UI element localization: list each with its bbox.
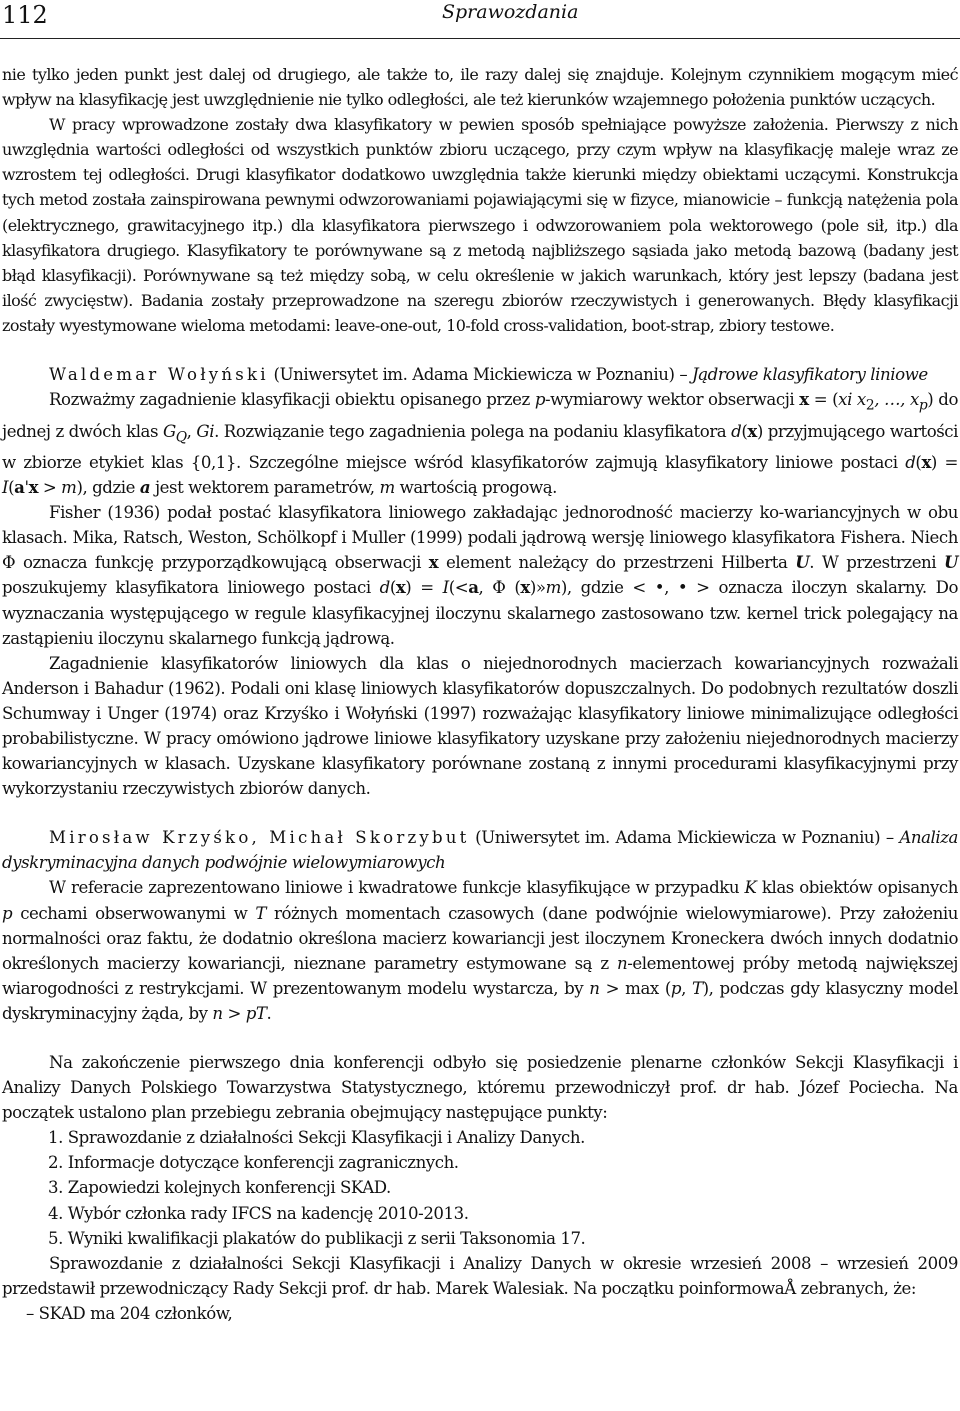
list-item: 2. Informacje dotyczące konferencji zagranicznych. (48, 1153, 459, 1173)
abstract-title: Analiza dyskryminacyjna danych podwójnie wielowymiarowych (2, 828, 958, 873)
author-affiliation: (Uniwersytet im. Adama Mickiewicza w Poznaniu) – (268, 365, 693, 385)
list-item: 3. Zapowiedzi kolejnych konferencji SKAD. (48, 1178, 391, 1198)
list-item: 5. Wyniki kwalifikacji plakatów do publikacji z serii Taksonomia 17. (48, 1228, 586, 1248)
paragraph: Zagadnienie klasyfikatorów liniowych dla klas o niejednorodnych macierzach kowariancyjnych rozważali Anderson i Bahadur (1962). Podali oni klasę liniowych klasyfikatorów dopuszczalnych. Do podobnych rezultatów doszli Schumway i Unger (1974) oraz Krzyśko i Wołyński (1997) rozważając klasyfikatory liniowe minimalizujące odległości probabilistyczne. W pracy omówiono jądrowe liniowe klasyfikatory uzyskane przy założeniu niejednorodnych macierzy kowariancyjnych w klasach. Uzyskane klasyfikatory porównane zostaną z innymi procedurami klasyfikacyjnymi przy wykorzystaniu rzeczywistych zbiorów danych. (2, 653, 958, 799)
list-item: – SKAD ma 204 członków, (26, 1303, 233, 1323)
paragraph: W pracy wprowadzone zostały dwa klasyfikatory w pewien sposób spełniające powyższe założenia. Pierwszy z nich uwzględnia wartości odległości od wszystkich punktów zbioru uczącego, przy czym wpływ na klasyfikację maleje wraz ze wzrostem tej odległości. Drugi klasyfikator dodatkowo uwzględnia także kierunki między obiektami uczącymi. Konstrukcja tych metod została zainspirowana pewnymi odwzorowaniami pojawiającymi się w fizyce, mianowicie – funkcją natężenia pola (elektrycznego, grawitacyjnego itp.) dla klasyfikatora pierwszego i odwzorowaniem pola wektorowego (pole sił, itp.) dla klasyfikatora drugiego. Klasyfikatory te porównywane są z metodą najbliższego sąsiada jako metodą bazową (badany jest błąd klasyfikacji). Porównywane są też między sobą, w celu określenie w jakich warunkach, który jest lepszy (badana jest ilość zwycięstw). Badania zostały przeprowadzone na szeregu zbiorów rzeczywistych i generowanych. Błędy klasyfikacji zostały wyestymowane wieloma metodami: leave-one-out, 10-fold cross-validation, boot-strap, zbiory testowe. (2, 115, 958, 335)
author-names: Mirosław Krzyśko, Michał Skorzybut (49, 828, 470, 848)
paragraph: Fisher (1936) podał postać klasyfikatora liniowego zakładając jednorodność macierzy ko-wariancyjnych w obu klasach. Mika, Ratsch, Weston, Schölkopf i Muller (1999) podali jądrową wersję liniowego klasyfikatora Fishera. Niech Φ oznacza funkcję przyporządkowującą obserwacji x element należący do przestrzeni Hilberta U. W przestrzeni U poszukujemy klasyfikatora liniowego postaci d(x) = I(<a, Φ (x)»m), gdzie < •, • > oznacza iloczyn skalarny. Do wyznaczania występującego w regule klasyfikacyjnej iloczynu skalarnego zastosowano tzw. kernel trick polegający na zastąpieniu iloczynu skalarnego funkcją jądrową. (2, 503, 959, 648)
paragraph: Sprawozdanie z działalności Sekcji Klasyfikacji i Analizy Danych w okresie wrzesień 2008 – wrzesień 2009 przedstawił przewodniczący Rady Sekcji prof. dr hab. Marek Walesiak. Na początku poinformowaÅ zebranych, że: (2, 1253, 958, 1298)
paragraph: W referacie zaprezentowano liniowe i kwadratowe funkcje klasyfikujące w przypadku K klas obiektów opisanych p cechami obserwowanymi w T różnych momentach czasowych (dane podwójnie wielowymiarowe). Przy założeniu normalności oraz faktu, że dodatnio określona macierz kowariancji jest iloczynem Kroneckera dwóch innych dodatnio określonych macierzy kowariancji, nieznane parametry estymowane są z n-elementowej próby metodą największej wiarogodności z restrykcjami. W prezentowanym modelu wystarcza, by n > max (p, T), podczas gdy klasyczny model dyskryminacyjny żąda, by n > pT. (2, 878, 958, 1023)
section-gap (2, 1026, 958, 1050)
section-gap (2, 338, 958, 362)
section-gap (2, 801, 958, 825)
page-header (0, 0, 960, 40)
page-body (2, 62, 958, 1326)
list-item: 1. Sprawozdanie z działalności Sekcji Klasyfikacji i Analizy Danych. (48, 1128, 585, 1148)
abstract-heading (2, 362, 958, 387)
paragraph: Na zakończenie pierwszego dnia konferencji odbyło się posiedzenie plenarne członków Sekcji Klasyfikacji i Analizy Danych Polskiego Towarzystwa Statystycznego, któremu przewodniczył prof. dr hab. Józef Pociecha. Na początek ustalono plan przebiegu zebrania obejmujący następujące punkty: (2, 1053, 958, 1123)
agenda-list (2, 1125, 958, 1250)
header-rule (0, 38, 960, 39)
running-title: Sprawozdania (442, 1, 579, 23)
abstract-title: Jądrowe klasyfikatory liniowe (692, 365, 928, 385)
author-name: Waldemar Wołyński (49, 365, 269, 385)
bullet-list (2, 1301, 958, 1326)
author-affiliation: (Uniwersytet im. Adama Mickiewicza w Poznaniu) – (469, 828, 900, 848)
page-number: 112 (2, 1, 48, 29)
list-item: 4. Wybór członka rady IFCS na kadencję 2010-2013. (48, 1203, 469, 1223)
abstract-heading (2, 825, 958, 875)
paragraph: Rozważmy zagadnienie klasyfikacji obiektu opisanego przez p-wymiarowy wektor obserwacji x = (xi $x_2$, …, $x_p$) do jednej z dwóch klas $G_Q$, Gi. Rozwiązanie tego zagadnienia polega na podaniu klasyfikatora d(x) przyjmującego wartości w zbiorze etykiet klas {0,1}. Szczególne miejsce wśród klasyfikatorów zajmują klasyfikatory liniowe postaci d(x) = I(a'x > m), gdzie a jest wektorem parametrów, m wartością progową. (2, 389, 959, 498)
paragraph: nie tylko jeden punkt jest dalej od drugiego, ale także to, ile razy dalej się znajduje. Kolejnym czynnikiem mogącym mieć wpływ na klasyfikację jest uwzględnienie nie tylko odległości, ale też kierunków wzajemnego położenia punktów uczących. (2, 65, 958, 110)
